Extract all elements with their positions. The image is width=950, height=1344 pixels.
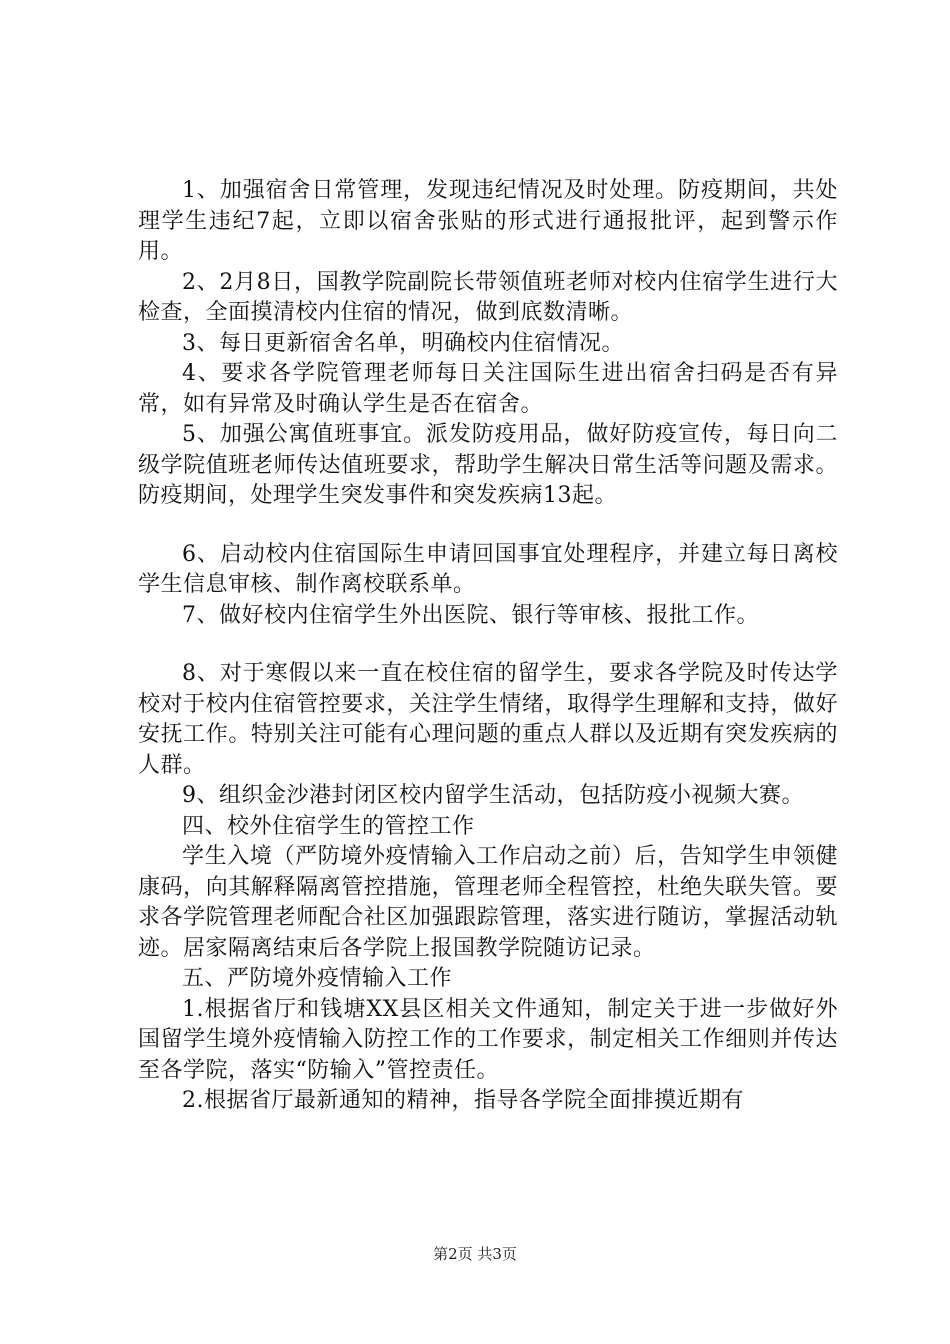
paragraph-item-6: 6、启动校内住宿国际生申请回国事宜处理程序，并建立每日离校学生信息审核、制作离校联系单。 xyxy=(138,541,838,597)
paragraph-item-1: 1、加强宿舍日常管理，发现违纪情况及时处理。防疫期间，共处理学生违纪7起，立即以宿舍张贴的形式进行通报批评，起到警示作用。 xyxy=(138,178,838,264)
paragraph-item-4: 4、要求各学院管理老师每日关注国际生进出宿舍扫码是否有异常，如有异常及时确认学生是否在宿舍。 xyxy=(138,361,838,417)
paragraph-item-8: 8、对于寒假以来一直在校住宿的留学生，要求各学院及时传达学校对于校内住宿管控要求，关注学生情绪，取得学生理解和支持，做好安抚工作。特别关注可能有心理问题的重点人群以及近期有突发疾病的人群。 xyxy=(138,661,838,778)
section-4-body: 学生入境（严防境外疫情输入工作启动之前）后，告知学生申领健康码，向其解释隔离管控措施，管理老师全程管控，杜绝失联失管。要求各学院管理老师配合社区加强跟踪管理，落实进行随访，掌握活动轨迹。居家隔离结束后各学院上报国教学院随访记录。 xyxy=(138,844,838,961)
section-5-item-2: 2.根据省厅最新通知的精神，指导各学院全面排摸近期有 xyxy=(182,1088,744,1113)
page-number-footer: 第2页 共3页 xyxy=(433,1245,517,1263)
document-body xyxy=(138,176,838,1117)
paragraph-item-5: 5、加强公寓值班事宜。派发防疫用品，做好防疫宣传，每日向二级学院值班老师传达值班要求，帮助学生解决日常生活等问题及需求。防疫期间，处理学生突发事件和突发疾病13起。 xyxy=(138,422,838,508)
section-5-item-1: 1.根据省厅和钱塘XX县区相关文件通知，制定关于进一步做好外国留学生境外疫情输入防控工作的工作要求，制定相关工作细则并传达至各学院，落实“防输入”管控责任。 xyxy=(138,996,838,1083)
section-heading-5: 五、严防境外疫情输入工作 xyxy=(182,966,453,991)
section-heading-4: 四、校外住宿学生的管控工作 xyxy=(182,813,475,839)
paragraph-item-7: 7、做好校内住宿学生外出医院、银行等审核、报批工作。 xyxy=(182,602,759,628)
paragraph-item-3: 3、每日更新宿舍名单，明确校内住宿情况。 xyxy=(182,330,624,356)
paragraph-item-9: 9、组织金沙港封闭区校内留学生活动，包括防疫小视频大赛。 xyxy=(182,783,804,808)
paragraph-item-2: 2、2月8日，国教学院副院长带领值班老师对校内住宿学生进行大检查，全面摸清校内住宿的情况，做到底数清晰。 xyxy=(138,269,838,325)
